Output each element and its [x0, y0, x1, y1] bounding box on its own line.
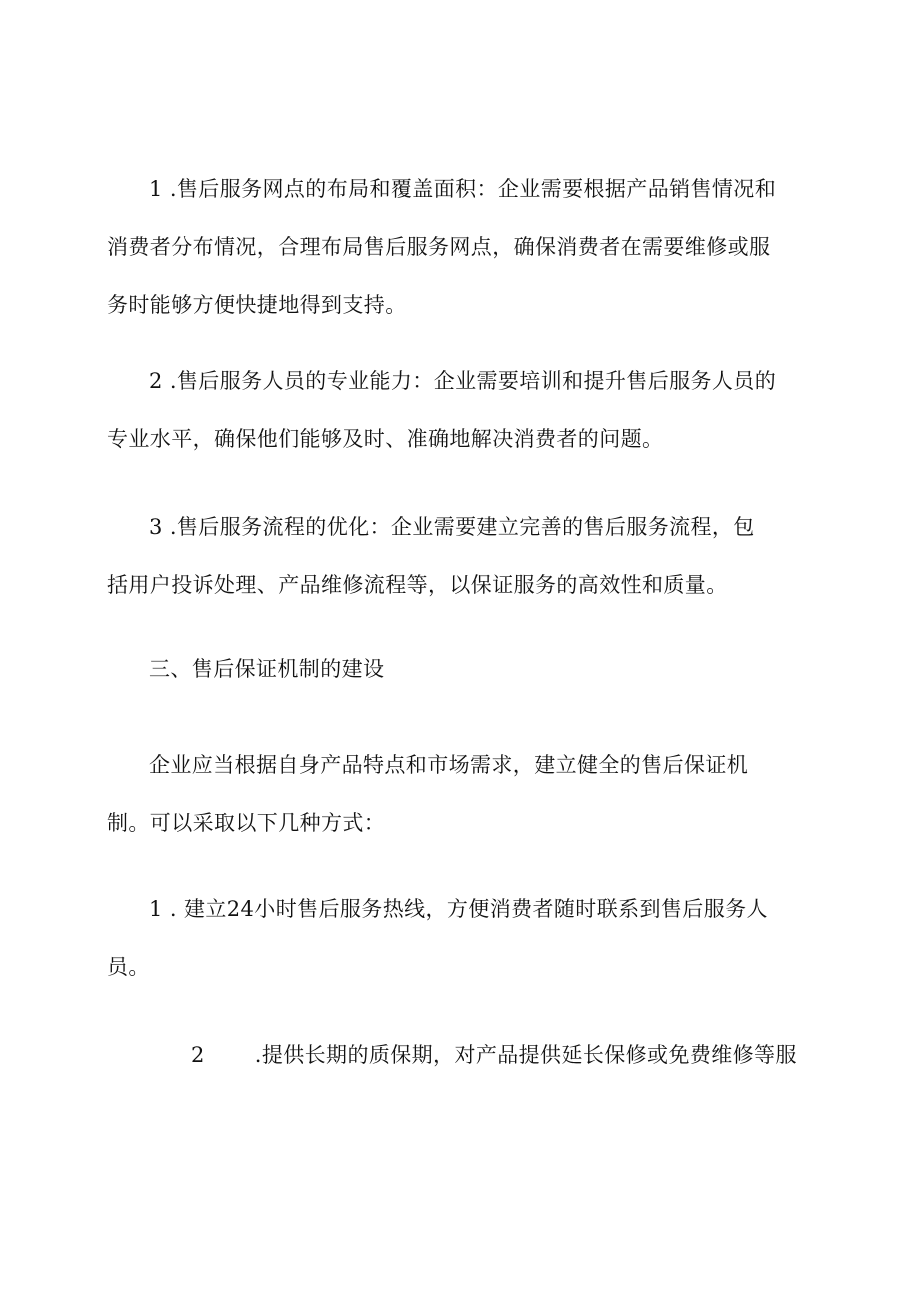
heading-text: 三、售后保证机制的建设: [149, 657, 385, 681]
text-line: 1 . 建立24小时售后服务热线，方便消费者随时联系到售后服务人: [149, 897, 768, 921]
paragraph-method-1: [107, 880, 797, 996]
paragraph-item-2: [107, 352, 797, 468]
text-line: 制。可以采取以下几种方式：: [107, 811, 386, 835]
paragraph-intro: [107, 736, 797, 852]
text-line: 括用户投诉处理、产品维修流程等，以保证服务的高效性和质量。: [107, 573, 728, 597]
paragraph-method-2: [107, 1026, 797, 1084]
item-text: .提供长期的质保期，对产品提供延长保修或免费维修等服: [254, 1043, 797, 1067]
paragraph-item-1: [107, 160, 797, 334]
text-line: 企业应当根据自身产品特点和市场需求，建立健全的售后保证机: [149, 753, 749, 777]
text-line: 消费者分布情况，合理布局售后服务网点，确保消费者在需要维修或服: [107, 235, 771, 259]
text-line: 1 .售后服务网点的布局和覆盖面积：企业需要根据产品销售情况和: [149, 177, 777, 201]
text-line: 务时能够方便快捷地得到支持。: [107, 293, 407, 317]
text-line: 3 .售后服务流程的优化：企业需要建立完善的售后服务流程，包: [149, 515, 755, 539]
item-number: 2: [191, 1043, 205, 1067]
text-line: 2 .售后服务人员的专业能力：企业需要培训和提升售后服务人员的: [149, 369, 777, 393]
paragraph-item-3: [107, 498, 797, 614]
text-line: 员。: [107, 955, 150, 979]
section-heading: [107, 640, 797, 698]
text-line: [107, 1026, 797, 1084]
text-line: 专业水平，确保他们能够及时、准确地解决消费者的问题。: [107, 427, 664, 451]
